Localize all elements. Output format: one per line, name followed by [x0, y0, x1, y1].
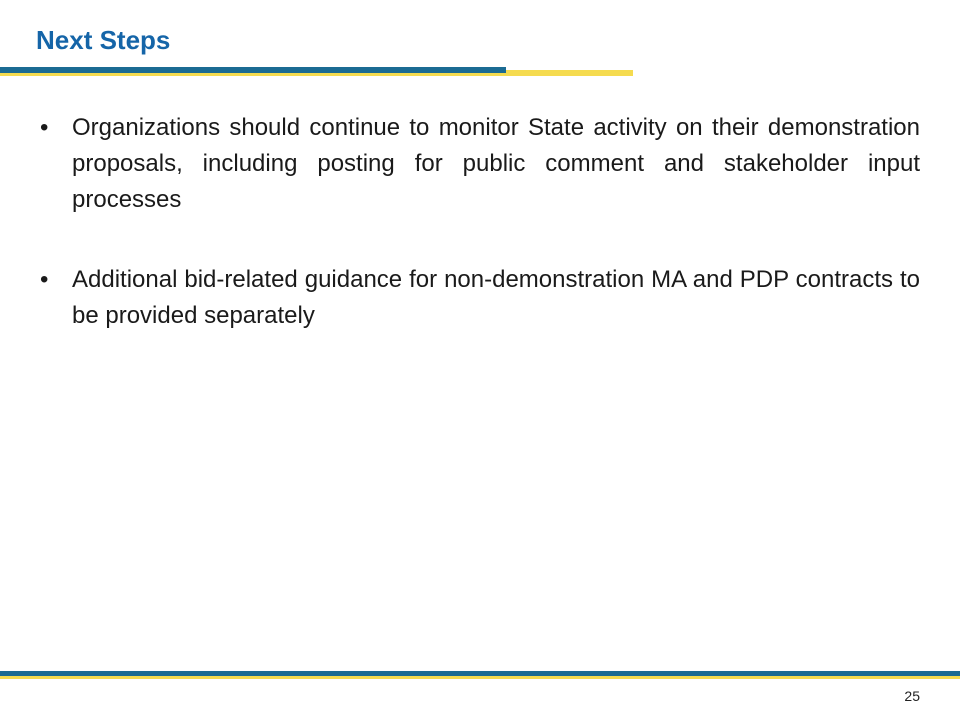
slide-title: Next Steps [36, 25, 171, 55]
bullet-item [40, 262, 920, 334]
bullet-list [40, 110, 920, 378]
title-underline-blue [0, 67, 506, 73]
footer-rule-yellow [0, 676, 960, 679]
bullet-text: Organizations should continue to monitor State activity on their demonstration proposals, including posting for public comment and stakeholder input processes [72, 114, 920, 213]
page-number: 25 [904, 688, 920, 704]
bullet-text: Additional bid-related guidance for non-demonstration MA and PDP contracts to be provided separately [72, 266, 920, 329]
bullet-marker: • [40, 266, 49, 293]
bullet-marker: • [40, 114, 49, 141]
bullet-item [40, 110, 920, 218]
